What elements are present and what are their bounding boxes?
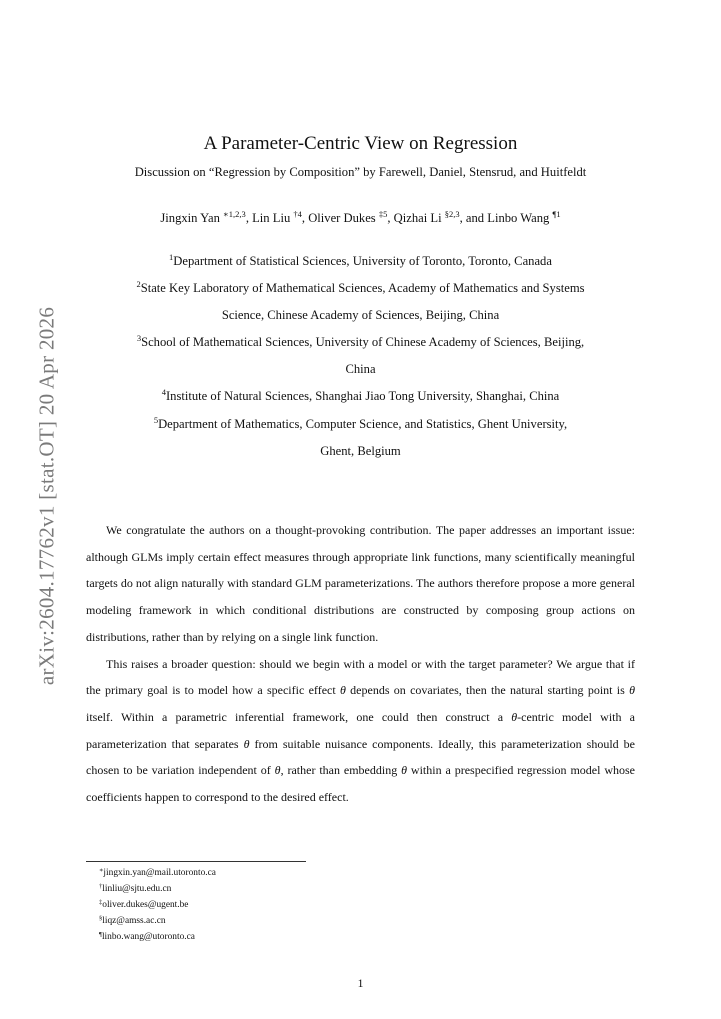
author-name: Jingxin Yan <box>160 211 220 225</box>
page-number: 1 <box>357 976 364 990</box>
paper-title: A Parameter-Centric View on Regression <box>203 133 518 154</box>
author-marks: †4 <box>293 209 302 219</box>
paper-subtitle: Discussion on “Regression by Composition” by Farewell, Daniel, Stensrud, and Huitfeldt <box>134 165 587 179</box>
footnote: §liqz@amss.ac.cn <box>99 915 166 927</box>
paragraph: This raises a broader question: should we begin with a model or with the target parameter? We argue that if the primary goal is to model how a specific effect θ depends on covariates, then the natural starting point is θ itself. Within a parametric inferential framework, one could then construct a θ-centric model with a parameterization that separates θ from suitable nuisance components. Ideally, this parameterization should be chosen to be variation independent of θ, rather than embedding θ within a prespecified regression model whose coefficients happen to correspond to the desired effect. <box>86 656 636 805</box>
affiliation-line: China <box>345 362 376 376</box>
footnote: ∗jingxin.yan@mail.utoronto.ca <box>99 867 216 878</box>
affiliation-line: Department of Statistical Sciences, University of Toronto, Toronto, Canada <box>173 254 552 268</box>
theta-symbol: θ <box>243 736 250 751</box>
affiliation-line: Institute of Natural Sciences, Shanghai Jiao Tong University, Shanghai, China <box>165 389 560 403</box>
arxiv-identifier-sidebar: arXiv:2604.17762v1 [stat.OT] 20 Apr 2026 <box>34 306 59 686</box>
affiliation <box>86 248 635 275</box>
affiliation-line: Science, Chinese Academy of Sciences, Beijing, China <box>221 308 500 322</box>
author-name: Qizhai Li <box>393 211 442 225</box>
footnote: ¶linbo.wang@utoronto.ca <box>99 931 195 943</box>
footnote: ‡oliver.dukes@ugent.be <box>99 899 189 911</box>
affiliation-number: 4 <box>161 387 166 397</box>
theta-symbol: θ <box>339 683 346 698</box>
author-name: Linbo Wang <box>487 211 550 225</box>
footnotes <box>99 865 216 945</box>
author-marks: ‡5 <box>378 209 388 219</box>
affiliation <box>86 383 635 410</box>
affiliation-line: State Key Laboratory of Mathematical Sciences, Academy of Mathematics and Systems <box>140 281 585 295</box>
author-conjunction: and <box>465 211 485 225</box>
affiliation <box>86 329 635 383</box>
author-marks: §2,3 <box>444 209 460 219</box>
affiliation-number: 5 <box>153 415 159 425</box>
author-marks: ∗1,2,3 <box>223 209 246 219</box>
footnote: †linliu@sjtu.edu.cn <box>99 883 172 895</box>
affiliation-line: Ghent, Belgium <box>320 444 401 458</box>
body-text <box>86 517 635 811</box>
author-name: Lin Liu <box>252 211 291 225</box>
affiliation <box>86 411 635 465</box>
footnote-rule <box>86 861 306 862</box>
affiliation-number: 2 <box>136 279 141 289</box>
theta-symbol: θ <box>401 763 408 778</box>
affiliation-line: Department of Mathematics, Computer Science, and Statistics, Ghent University, <box>158 417 568 431</box>
affiliation-number: 1 <box>169 252 174 262</box>
affiliation-number: 3 <box>136 333 142 343</box>
paragraph: We congratulate the authors on a thought-provoking contribution. The paper addresses an important issue: although GLMs imply certain effect measures through appropriate link functions, many scientifically meaningful targets do not align naturally with standard GLM parameterizations. The authors therefore propose a more general modeling framework in which conditional distributions are constructed by composing group actions on distributions, rather than by relying on a single link function. <box>86 523 635 644</box>
theta-symbol: θ <box>511 709 518 724</box>
affiliation <box>86 275 635 329</box>
theta-symbol: θ <box>274 763 281 778</box>
theta-symbol: θ <box>629 683 636 698</box>
affiliation-line: School of Mathematical Sciences, University of Chinese Academy of Sciences, Beijing, <box>141 335 585 349</box>
author-list: Jingxin Yan $^{∗1,2,3}$, Lin Liu $^{\dagger 4}$, Oliver Dukes $^{\ddagger 5}$, Qizhai Li $^{\S 2,3}$, and Linbo Wang $^{\P 1}$ <box>160 209 561 225</box>
author-name: Oliver Dukes <box>308 211 376 225</box>
author-marks: ¶1 <box>552 209 561 219</box>
